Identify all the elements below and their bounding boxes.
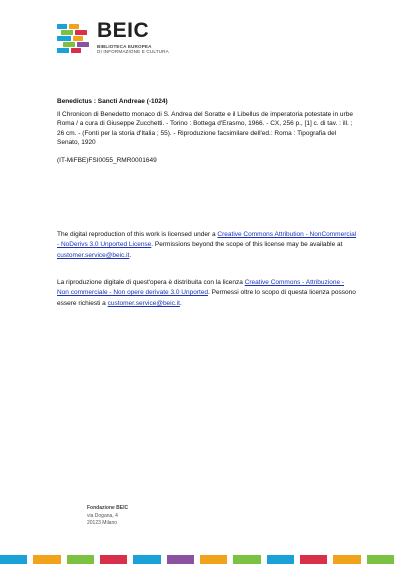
license-italian [57, 278, 357, 309]
color-strip-segment [200, 555, 227, 564]
license-en-email-link[interactable]: customer.service@beic.it [57, 251, 130, 259]
logo-bar [61, 30, 73, 35]
logo-name: BEIC [97, 19, 150, 42]
footer-street: via Dogana, 4 [87, 512, 118, 519]
beic-logo [57, 19, 187, 56]
logo-bar [73, 36, 83, 41]
color-strip-segment [300, 555, 327, 564]
logo-subtitle-2: DI INFORMAZIONE E CULTURA [97, 49, 169, 54]
record-description: Il Chronicon di Benedetto monaco di S. Andrea del Soratte e il Libellus de imperatoria potestate in urbe Roma / a cura di Giuseppe Zucchetti. - Torino : Bottega d'Erasmo, 1966. - CX, 256 p., [1] c. di tav. : ill. ; 26 cm. - (Fonti per la storia d'Italia ; 55). - Riproduzione facsimilare dell'ed.: Roma : Tipografia del Senato, 1920 [57, 111, 353, 147]
record-title: Benedictus : Sancti Andreae (-1024) [57, 98, 168, 105]
color-strip-segment [0, 555, 27, 564]
license-en-text-middle: . Permissions beyond the scope of this license may be available at [151, 241, 343, 249]
color-strip-segment [33, 555, 60, 564]
license-it-text: La riproduzione digitale di quest'opera è distribuita con la licenza [57, 279, 245, 286]
logo-bar [57, 36, 71, 41]
record-identifier: (IT-MiFBE)FSI0055_RMR0001649 [57, 157, 157, 164]
license-it-email-link[interactable]: customer.service@beic.it [107, 299, 180, 307]
logo-bar [69, 24, 79, 29]
color-strip-segment [167, 555, 194, 564]
logo-bar [57, 24, 67, 29]
license-english [57, 230, 357, 261]
color-strip-segment [67, 555, 94, 564]
logo-mark [57, 24, 91, 54]
logo-bar [63, 42, 75, 47]
color-strip-segment [100, 555, 127, 564]
license-en-text-end: . [129, 251, 132, 259]
logo-bar [75, 30, 87, 35]
color-strip-segment [333, 555, 360, 564]
license-en-link[interactable]: Creative Commons Attribution - NonCommercial - NoDerivs 3.0 Unported License [57, 231, 357, 249]
logo-bar [57, 48, 69, 53]
license-it-link[interactable]: Creative Commons - Attribuzione - Non commerciale - Non opere derivate 3.0 Unported [57, 279, 345, 297]
license-en-text: The digital reproduction of this work is licensed under a [57, 231, 218, 238]
footer-city: 20123 Milano [87, 520, 118, 526]
logo-subtitle-1: BIBLIOTECA EUROPEA [97, 44, 152, 49]
footer-address [87, 505, 128, 528]
color-strip-segment [233, 555, 260, 564]
logo-bar [71, 48, 81, 53]
color-strip-segment [133, 555, 160, 564]
color-strip-segment [367, 555, 394, 564]
color-strip-segment [267, 555, 294, 564]
license-it-text-end: . [179, 299, 182, 307]
footer-name: Fondazione BEIC [87, 505, 129, 511]
logo-bar [77, 42, 89, 47]
license-it-text-middle: . Permessi oltre lo scopo di questa licenza possono essere richiesti a [57, 289, 356, 307]
color-strip [0, 555, 400, 564]
